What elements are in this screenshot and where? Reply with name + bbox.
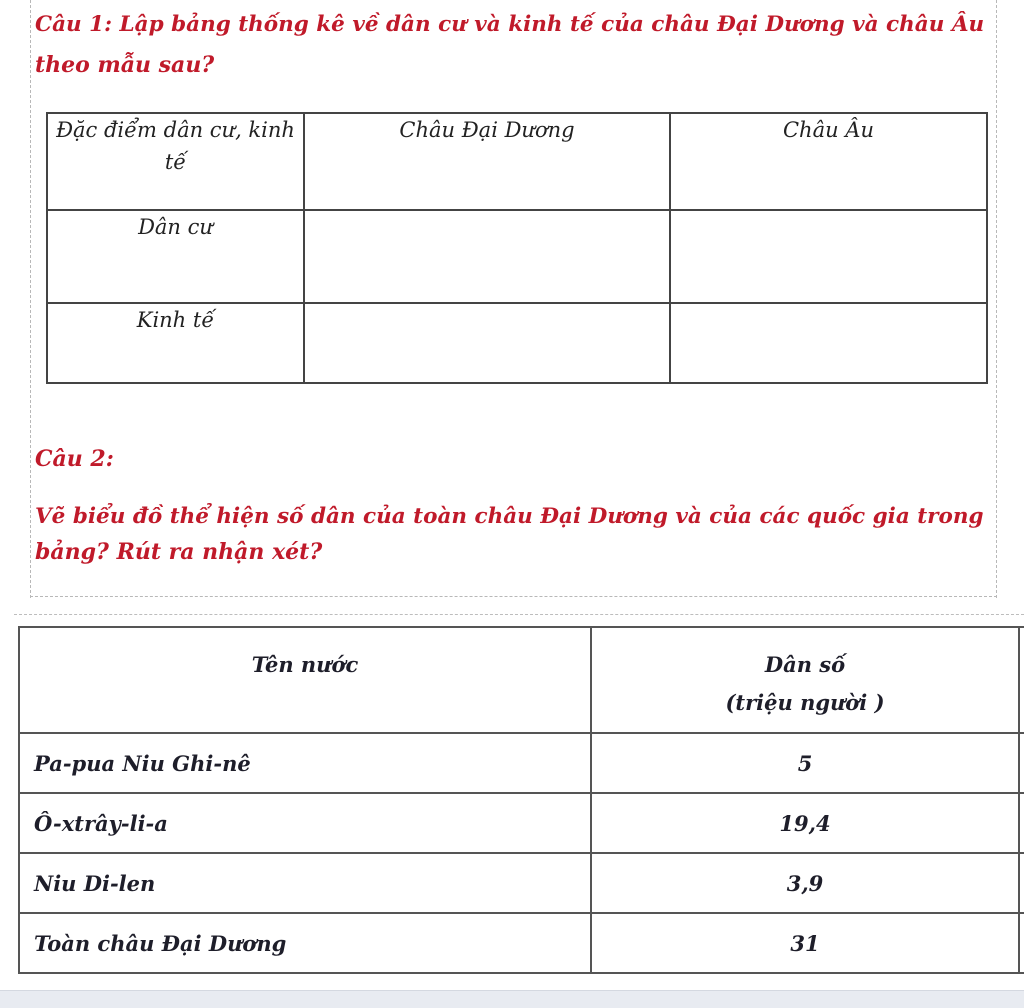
table-cell-empty [670,303,987,383]
question-2-title: Câu 2: [35,446,114,472]
country-name: Ô-xtrây-li-a [19,793,591,853]
table-row [47,210,987,303]
comparison-table [46,112,988,384]
page-edge [30,596,997,597]
header-population-label: Dân số [764,652,846,677]
header-population [591,627,1019,733]
country-name: Toàn châu Đại Dương [19,913,591,973]
table-edge-cell [1019,793,1024,853]
question-1-text-continued: theo mẫu sau? [35,52,215,78]
header-country [19,627,591,733]
bottom-edge-bar [0,990,1024,1008]
table-edge-cell [1019,627,1024,733]
population-table [18,626,1024,974]
header-population-unit: (triệu người ) [725,690,885,715]
table-edge-cell [1019,733,1024,793]
table-header-cell: Châu Đại Dương [304,113,670,210]
table-row [19,793,1024,853]
table-row [47,303,987,383]
population-value: 31 [591,913,1019,973]
question-2-text-continued: bảng? Rút ra nhận xét? [35,539,323,565]
table-edge-cell [1019,853,1024,913]
header-country-label: Tên nước [251,652,359,677]
table-header-cell: Đặc điểm dân cư, kinh tế [47,113,304,210]
table-header-row [47,113,987,210]
table-edge-cell [1019,913,1024,973]
country-name: Pa-pua Niu Ghi-nê [19,733,591,793]
table-row-label: Kinh tế [47,303,304,383]
table-row-label: Dân cư [47,210,304,303]
table-header-row [19,627,1024,733]
population-value: 5 [591,733,1019,793]
population-value: 3,9 [591,853,1019,913]
table-cell-empty [304,210,670,303]
page-edge [996,0,997,598]
country-name: Niu Di-len [19,853,591,913]
table-cell-empty [304,303,670,383]
table-cell-empty [670,210,987,303]
table-row [19,913,1024,973]
question-2-text: Vẽ biểu đồ thể hiện số dân của toàn châu Đại Dương và của các quốc gia trong [35,504,984,529]
page-edge [30,0,31,598]
population-value: 19,4 [591,793,1019,853]
table-header-cell: Châu Âu [670,113,987,210]
question-1-text: Câu 1: Lập bảng thống kê về dân cư và kinh tế của châu Đại Dương và châu Âu [35,12,985,37]
table-row [19,853,1024,913]
table-row [19,733,1024,793]
